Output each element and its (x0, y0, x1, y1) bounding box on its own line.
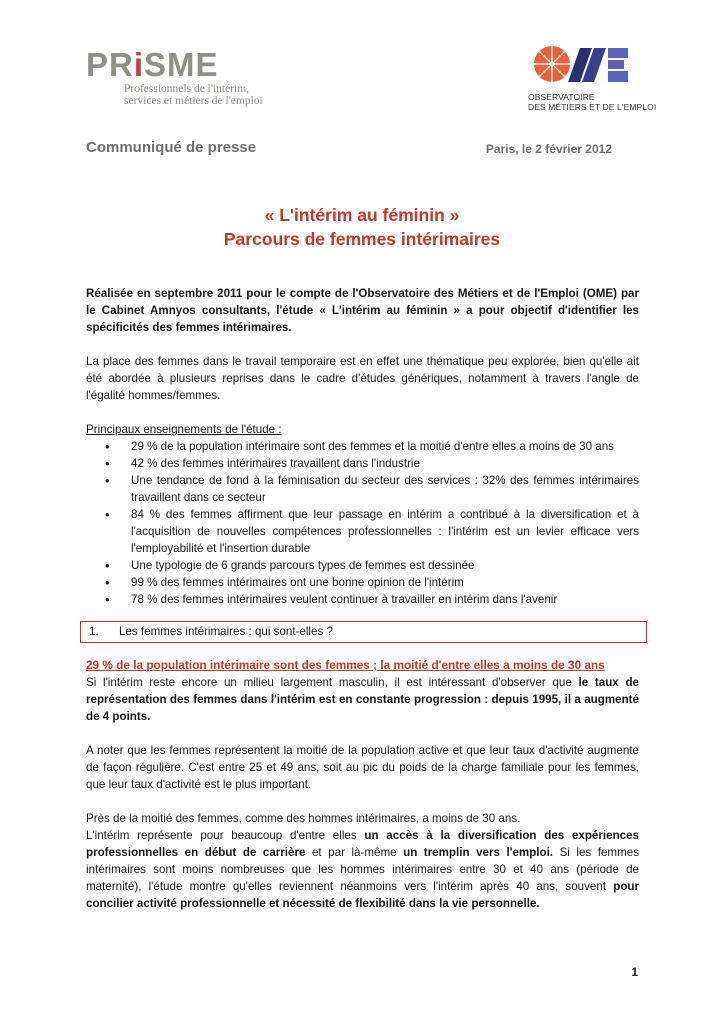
section-1-heading (80, 621, 647, 643)
findings-item: • 42 % des femmes intérimaires travaillent dans l'industrie (131, 455, 639, 472)
section-number: 1. (89, 625, 99, 638)
section-1-subheading: 29 % de la population intérimaire sont des femmes ; la moitié d'entre elles a moins de 30 ans (86, 658, 605, 672)
findings-item: • 78 % des femmes intérimaires veulent continuer à travailler en intérim dans l'avenir (131, 591, 639, 608)
findings-item: • 99 % des femmes intérimaires ont une bonne opinion de l'intérim (131, 574, 639, 591)
findings-list (86, 438, 639, 608)
findings-heading: Principaux enseignements de l'étude : (86, 423, 282, 436)
prisme-logo (86, 48, 296, 107)
section-1-paragraph-4: L'intérim représente pour beaucoup d'entre elles un accès à la diversification des expériences professionnelles en début de carrière et par là-même un tremplin vers l'emploi. Si les femmes intérimaires sont moins nombreuses que les hommes intérimaires entre 30 et 40 ans (période de maternité), l'étude montre qu'elles reviennent néanmoins vers l'intérim après 40 ans, souvent pour concilier activité professionnelle et nécessité de flexibilité dans la vie personnelle. (86, 829, 639, 910)
section-1-paragraph-2: A noter que les femmes représentent la moitié de la population active et que leur taux d'activité augmente de façon régulière. C'est entre 25 et 49 ans, soit au pic du poids de la charge familiale pour les femmes, que leur taux d'activité est le plus important. (86, 744, 639, 791)
press-release-label: Communiqué de presse (86, 139, 257, 156)
section-1-paragraph-3: Près de la moitié des femmes, comme des hommes intérimaires, a moins de 30 ans. (86, 812, 521, 825)
intro-paragraph: La place des femmes dans le travail temporaire est en effet une thématique peu explorée, bien qu'elle ait été abordée à plusieurs reprises dans le cadre d'études génériques, notamment à travers l'angle de l'égalité hommes/femmes. (86, 355, 639, 402)
prisme-wordmark: PRiSME (86, 46, 219, 83)
document-title (0, 203, 724, 251)
findings-item: • 84 % des femmes affirment que leur passage en intérim a contribué à la diversification et à l'acquisition de nouvelles compétences professionnelles : l'intérim est un levier efficace vers l'employabilité et l'insertion durable (131, 506, 639, 557)
findings-item: • 29 % de la population intérimaire sont des femmes et la moitié d'entre elles a moins de 30 ans (131, 438, 639, 455)
title-line-1: « L'intérim au féminin » (264, 205, 460, 225)
page-number: 1 (631, 965, 638, 979)
intro-bold-paragraph: Réalisée en septembre 2011 pour le compte de l'Observatoire des Métiers et de l'Emploi (OME) par le Cabinet Amnyos consultants, l'étude « L'intérim au féminin » a pour objectif d'identifier les spécificités des femmes intérimaires. (86, 287, 639, 334)
findings-item: • Une typologie de 6 grands parcours types de femmes est dessinée (131, 557, 639, 574)
body-content (86, 285, 639, 912)
title-line-2: Parcours de femmes intérimaires (223, 229, 501, 249)
ome-tagline: OBSERVATOIRE DES MÉTIERS ET DE L'EMPLOI (528, 92, 657, 112)
prisme-accent-letter: i (133, 46, 145, 83)
ome-logo-mark (532, 44, 632, 84)
section-1-paragraph-1: Si l'intérim reste encore un milieu largement masculin, il est intéressant d'observer que le taux de représentation des femmes dans l'intérim est en constante progression : depuis 1995, il a augmenté de 4 points. (86, 676, 639, 723)
prisme-tagline: Professionnels de l'intérim, services et métiers de l'emploi (124, 83, 263, 107)
ome-logo (528, 44, 658, 112)
press-release-date: Paris, le 2 février 2012 (485, 142, 612, 156)
section-title: Les femmes intérimaires : qui sont-elles ? (119, 625, 333, 638)
findings-item: • Une tendance de fond à la féminisation du secteur des services : 32% des femmes intérimaires travaillent dans ce secteur (131, 472, 639, 506)
